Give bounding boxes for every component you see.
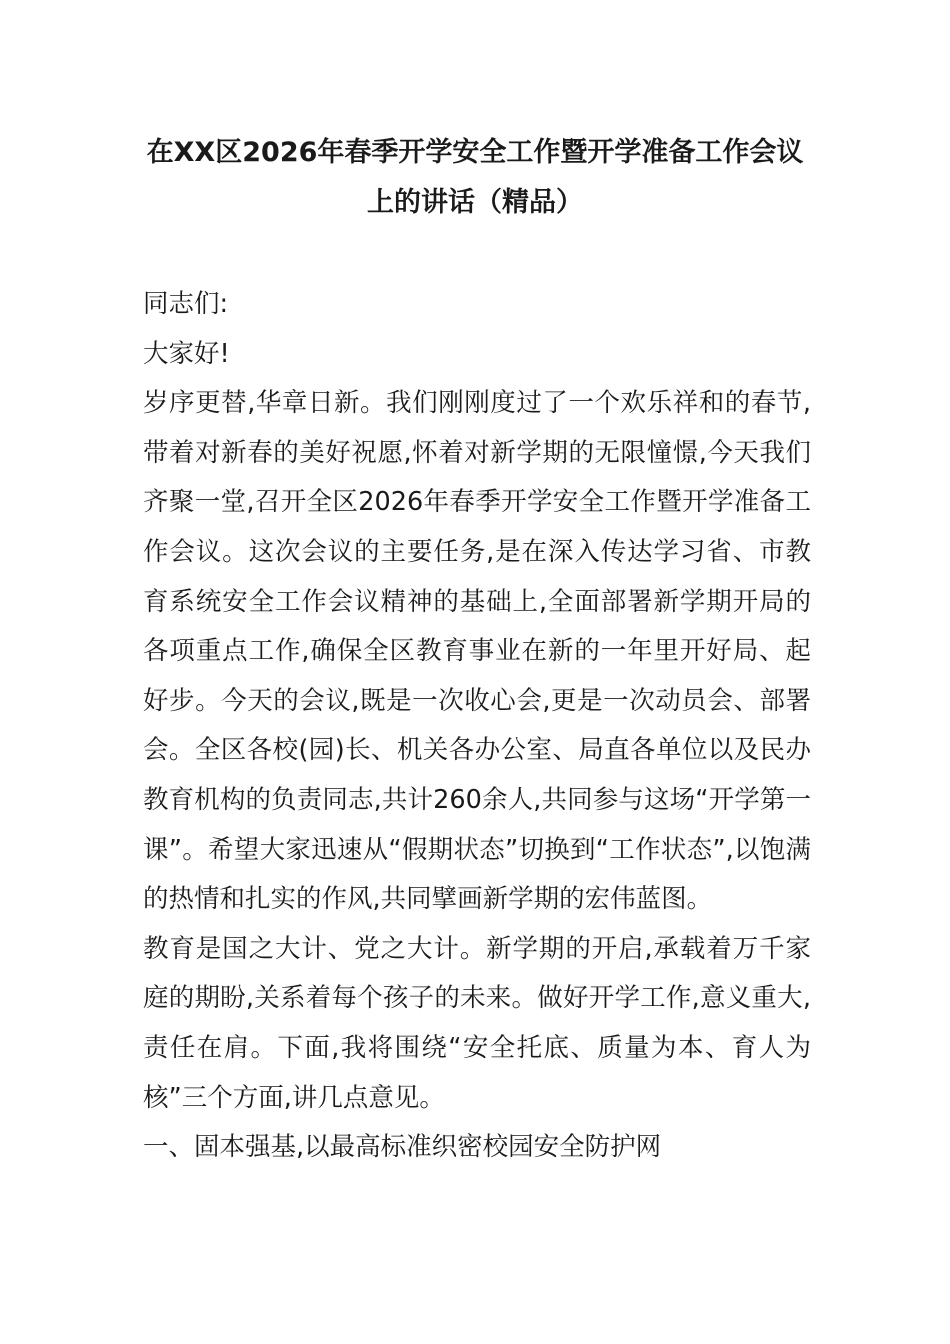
greeting: 大家好!: [143, 338, 230, 369]
paragraph-opening: 岁序更替,华章日新。我们刚刚度过了一个欢乐祥和的春节,带着对新春的美好祝愿,怀着对新学期的无限憧憬,今天我们齐聚一堂,召开全区2026年春季开学安全工作暨开学准备工作会议。这次会议的主要任务,是在深入传达学习省、市教育系统安全工作会议精神的基础上,全面部署新学期开局的各项重点工作,确保全区教育事业在新的一年里开好局、起好步。今天的会议,既是一次收心会,更是一次动员会、部署会。全区各校(园)长、机关各办公室、局直各单位以及民办教育机构的负责同志,共计260余人,共同参与这场“开学第一课”。希望大家迅速从“假期状态”切换到“工作状态”,以饱满的热情和扎实的作风,共同擘画新学期的宏伟蓝图。: [143, 388, 811, 915]
document-body: [143, 280, 811, 1173]
document-title: 在XX区2026年春季开学安全工作暨开学准备工作会议上的讲话（精品）: [146, 137, 804, 218]
salutation: 同志们:: [143, 289, 229, 319]
section-heading: 一、固本强基,以最高标准织密校园安全防护网: [143, 1132, 662, 1163]
paragraph-overview: 教育是国之大计、党之大计。新学期的开启,承载着万千家庭的期盼,关系着每个孩子的未来。做好开学工作,意义重大,责任在肩。下面,我将围绕“安全托底、质量为本、育人为核”三个方面,讲几点意见。: [143, 933, 811, 1113]
